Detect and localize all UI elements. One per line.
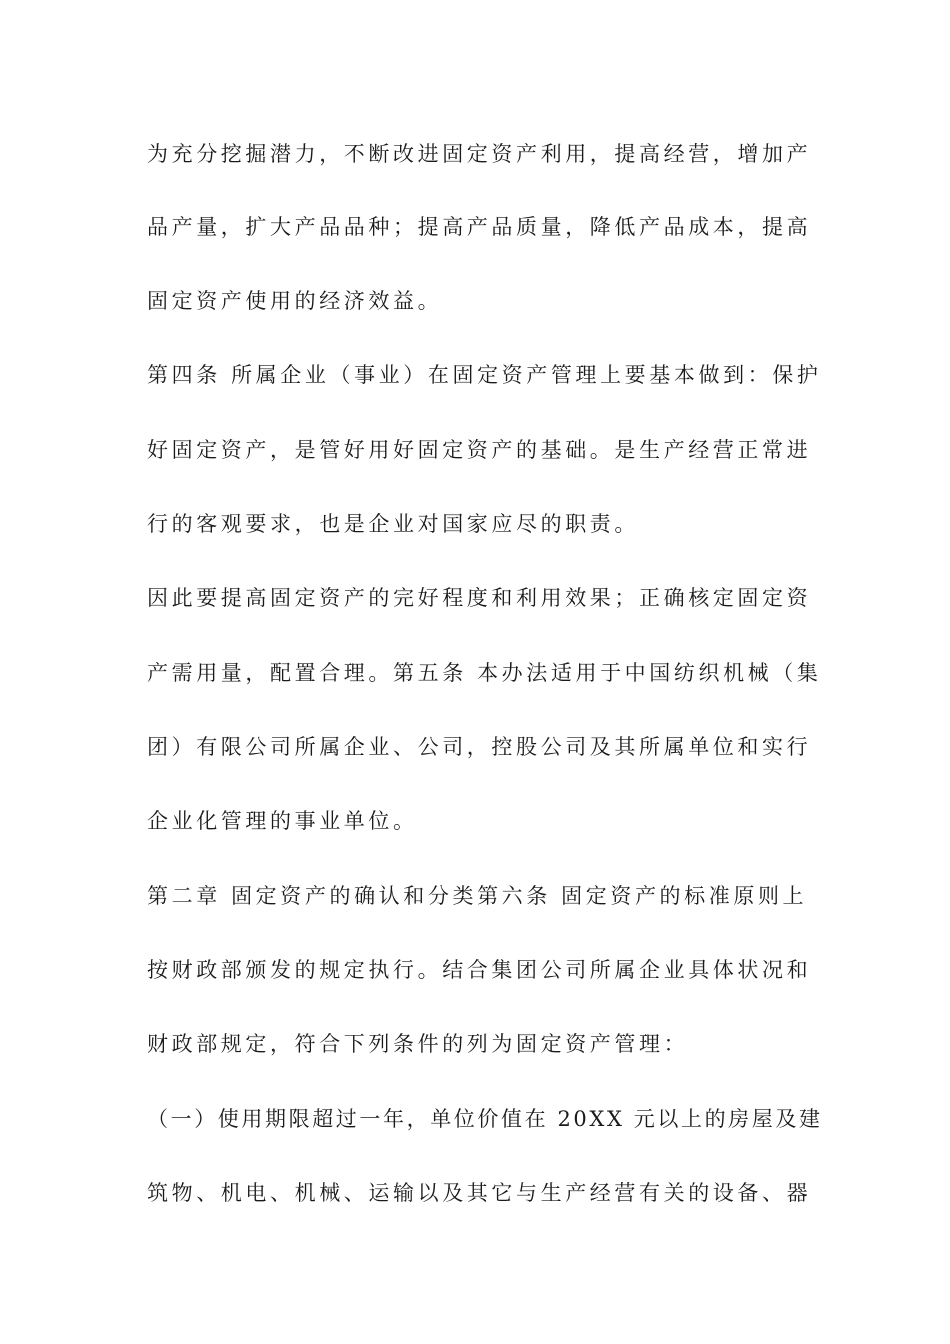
text-line: 行的客观要求，也是企业对国家应尽的职责。 [147, 512, 639, 536]
text-line: 筑物、机电、机械、运输以及其它与生产经营有关的设备、器 [147, 1181, 812, 1205]
text-line: 因此要提高固定资产的完好程度和利用效果；正确核定固定资 [147, 586, 812, 610]
text-line: 固定资产使用的经济效益。 [147, 289, 443, 313]
text-line: 好固定资产，是管好用好固定资产的基础。是生产经营正常进 [147, 438, 812, 462]
text-line: （一）使用期限超过一年，单位价值在 20XX 元以上的房屋及建 [147, 1107, 823, 1131]
text-line: 第四条 所属企业（事业）在固定资产管理上要基本做到：保护 [147, 363, 822, 387]
text-line: 财政部规定，符合下列条件的列为固定资产管理： [147, 1032, 689, 1056]
text-line: 团）有限公司所属企业、公司，控股公司及其所属单位和实行 [147, 735, 812, 759]
text-line: 产需用量，配置合理。第五条 本办法适用于中国纺织机械（集 [147, 661, 822, 685]
text-line: 品产量，扩大产品品种；提高产品质量，降低产品成本，提高 [147, 215, 812, 239]
text-line: 企业化管理的事业单位。 [147, 809, 418, 833]
text-line: 按财政部颁发的规定执行。结合集团公司所属企业具体状况和 [147, 958, 812, 982]
text-line: 为充分挖掘潜力，不断改进固定资产利用，提高经营，增加产 [147, 142, 812, 166]
text-line: 第二章 固定资产的确认和分类第六条 固定资产的标准原则上 [147, 884, 808, 908]
